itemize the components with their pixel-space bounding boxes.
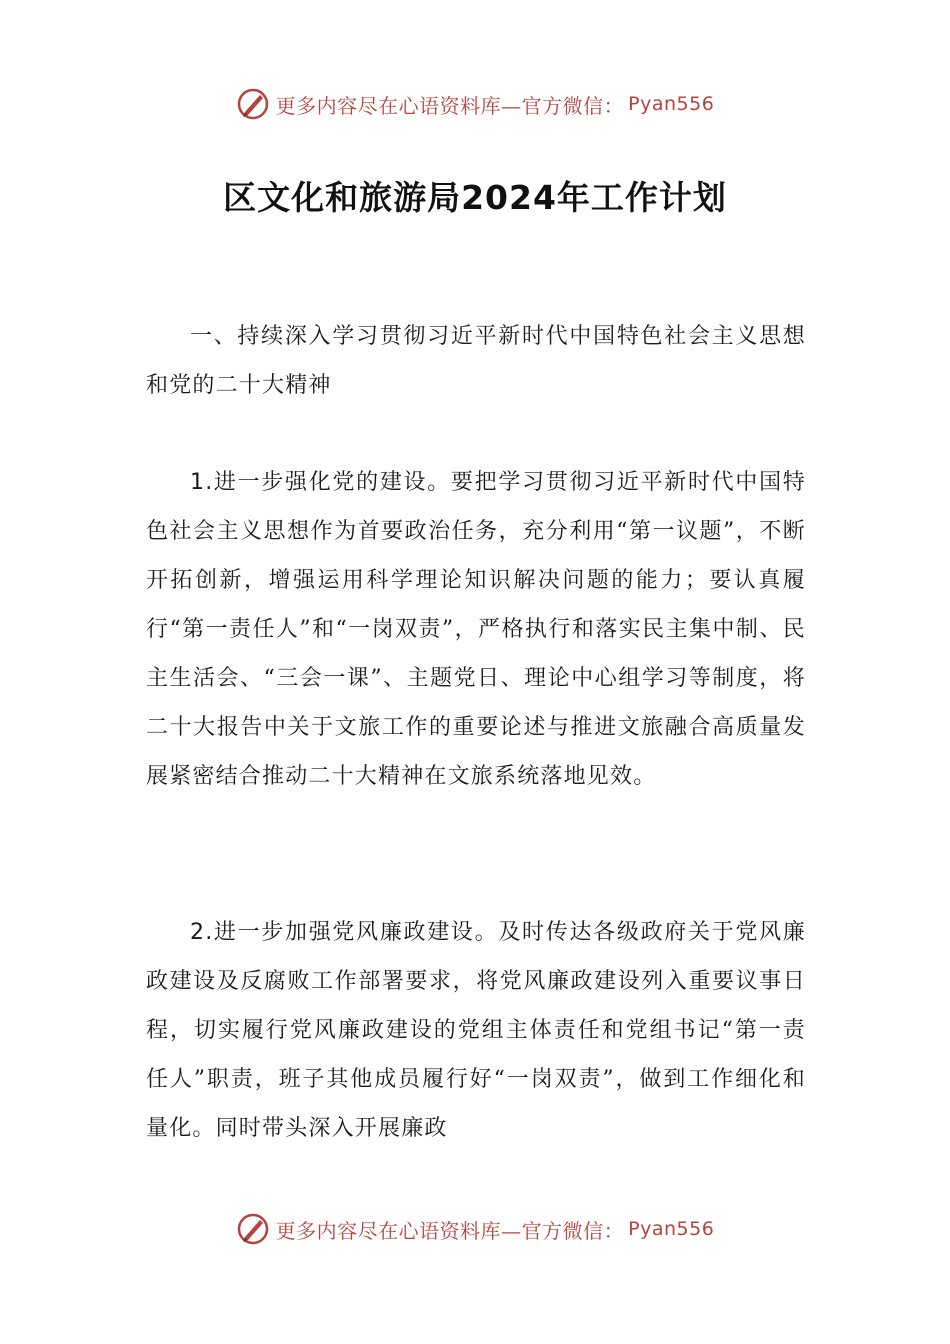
paragraph-1: [146, 458, 806, 801]
watermark-header: [0, 84, 950, 124]
section-heading: [146, 312, 806, 410]
item2-text: 进一步加强党风廉政建设。及时传达各级政府关于党风廉政建设及反腐败工作部署要求，将党风廉政建设列入重要议事日程，切实履行党风廉政建设的党组主体责任和党组书记“第一责任人”职责，班子其他成员履行好“一岗双责”，做到工作细化和量化。同时带头深入开展廉政: [146, 920, 806, 1141]
pen-logo-icon: [236, 87, 270, 121]
item1-number: 1.: [190, 470, 214, 495]
pen-logo-icon: [236, 1212, 270, 1246]
item2-number: 2.: [190, 920, 214, 945]
section1-heading-text: 一、持续深入学习贯彻习近平新时代中国特色社会主义思想和党的二十大精神: [146, 324, 806, 398]
watermark-wechat-id: Pyan556: [628, 93, 715, 115]
document-title: 区文化和旅游局2024年工作计划: [223, 178, 727, 217]
watermark-text: 更多内容尽在心语资料库—官方微信：: [275, 1218, 625, 1243]
item1-text: 进一步强化党的建设。要把学习贯彻习近平新时代中国特色社会主义思想作为首要政治任务，充分利用“第一议题”，不断开拓创新，增强运用科学理论知识解决问题的能力；要认真履行“第一责任人”和“一岗双责”，严格执行和落实民主集中制、民主生活会、“三会一课”、主题党日、理论中心组学习等制度，将二十大报告中关于文旅工作的重要论述与推进文旅融合高质量发展紧密结合推动二十大精神在文旅系统落地见效。: [146, 470, 806, 789]
watermark-wechat-id: Pyan556: [628, 1218, 715, 1240]
paragraph-2: [146, 908, 806, 1153]
watermark-text: 更多内容尽在心语资料库—官方微信：: [275, 93, 625, 118]
watermark-footer: [0, 1209, 950, 1249]
